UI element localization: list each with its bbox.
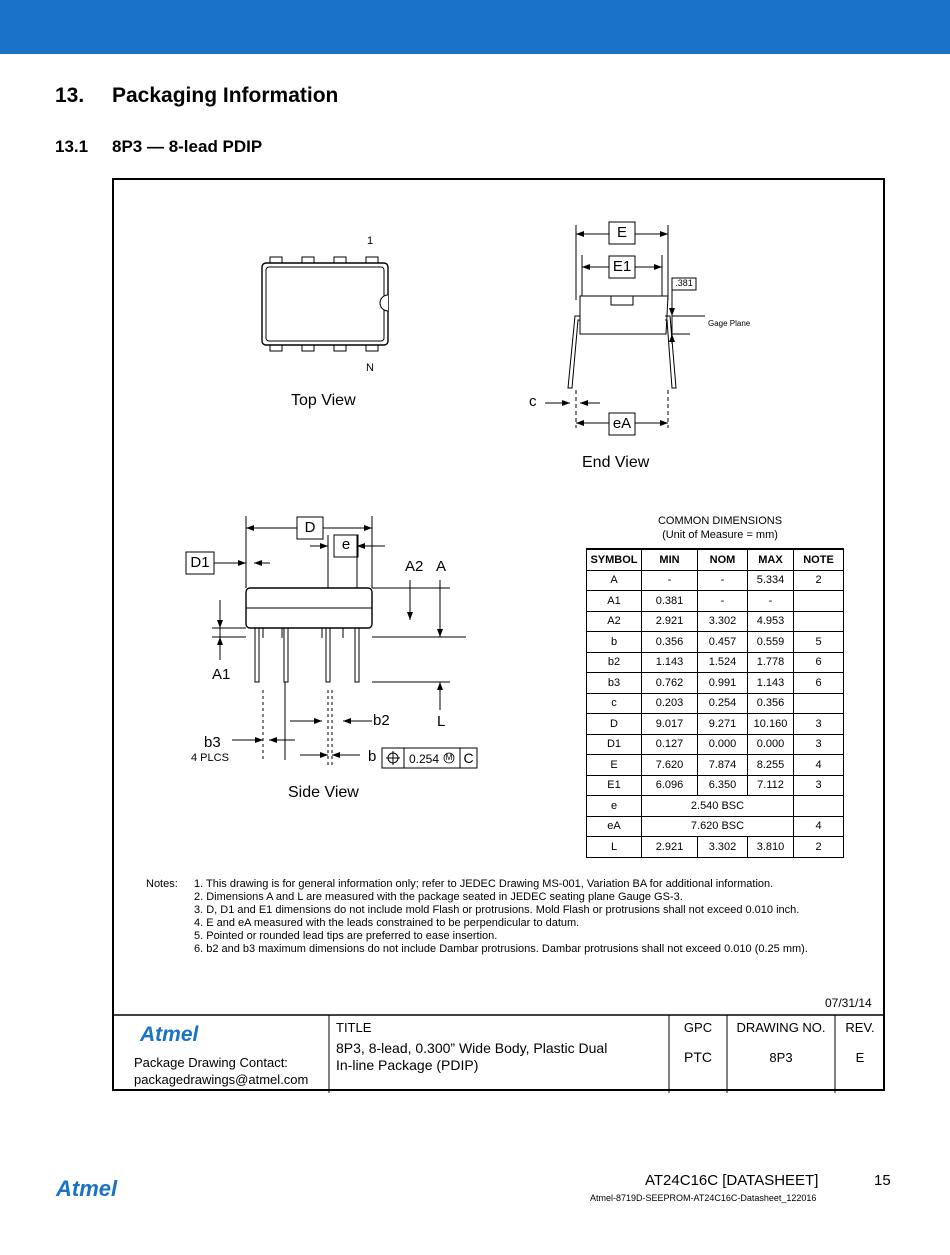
atmel-logo: Atmel <box>140 1023 199 1046</box>
label-A1: A1 <box>212 666 231 683</box>
table-cell: b2 <box>587 652 642 673</box>
gage-plane-label: Gage Plane <box>708 319 751 328</box>
header-bar <box>0 0 950 54</box>
table-row <box>587 837 844 858</box>
note-item: 3. D, D1 and E1 dimensions do not include mold Flash or protrusions. Mold Flash or protrusions shall not exceed 0.010 inch. <box>194 904 800 916</box>
notes-label: Notes: <box>146 878 178 890</box>
footer-doc-id: Atmel-8719D-SEEPROM-AT24C16C-Datasheet_122016 <box>590 1193 817 1203</box>
table-cell: 0.762 <box>642 673 698 694</box>
label-E: E <box>616 224 627 241</box>
table-cell: 5 <box>794 632 844 653</box>
table-cell: 2.921 <box>642 837 698 858</box>
table-cell <box>794 591 844 612</box>
gpc-label: GPC <box>683 1020 713 1035</box>
table-row <box>587 816 844 837</box>
label-L: L <box>437 713 446 730</box>
section-number: 13. <box>55 84 85 107</box>
table-cell: 8.255 <box>748 755 794 776</box>
table-cell: 7.874 <box>698 755 748 776</box>
page-number: 15 <box>874 1172 891 1189</box>
gpc-value: PTC <box>684 1049 712 1065</box>
table-cell: - <box>698 591 748 612</box>
table-header-cell: SYMBOL <box>587 549 642 570</box>
table-cell: 3.302 <box>698 837 748 858</box>
table-cell: 7.620 BSC <box>642 816 794 837</box>
table-cell: 3 <box>794 775 844 796</box>
table-cell: e <box>587 796 642 817</box>
table-cell: D1 <box>587 734 642 755</box>
table-cell: 4 <box>794 816 844 837</box>
table-cell: 2.921 <box>642 611 698 632</box>
table-cell: 0.381 <box>642 591 698 612</box>
title-line1: 8P3, 8-lead, 0.300” Wide Body, Plastic Dual <box>336 1040 608 1056</box>
table-cell: 6 <box>794 673 844 694</box>
table-cell: L <box>587 837 642 858</box>
note-item: 1. This drawing is for general information only; refer to JEDEC Drawing MS-001, Variation BA for additional information. <box>194 878 774 890</box>
note-item: 5. Pointed or rounded lead tips are preferred to ease insertion. <box>194 930 498 942</box>
table-row <box>587 775 844 796</box>
label-pin1: 1 <box>367 235 374 247</box>
section-title: Packaging Information <box>112 84 339 107</box>
notes-list <box>194 878 894 956</box>
table-cell: 6.096 <box>642 775 698 796</box>
table-cell: 10.160 <box>748 714 794 735</box>
label-E1: E1 <box>612 258 632 275</box>
title-block <box>112 1015 885 1093</box>
gage-value: .381 <box>675 278 693 288</box>
note-item: 6. b2 and b3 maximum dimensions do not include Dambar protrusions. Dambar protrusions shall not exceed 0.010 (0.25 mm). <box>194 943 808 955</box>
label-A2: A2 <box>405 558 424 575</box>
table-cell <box>794 611 844 632</box>
table-cell: 0.000 <box>698 734 748 755</box>
drawing-no-value: 8P3 <box>769 1050 793 1065</box>
table-cell: 1.143 <box>748 673 794 694</box>
subsection-number: 13.1 <box>55 137 89 156</box>
table-cell: 2 <box>794 570 844 591</box>
subsection-title: 8P3 — 8-lead PDIP <box>112 137 263 156</box>
table-cell: 6.350 <box>698 775 748 796</box>
label-plcs: 4 PLCS <box>191 752 229 764</box>
subsection-heading <box>55 137 262 157</box>
label-D1: D1 <box>190 554 210 571</box>
table-header-cell: NOTE <box>794 549 844 570</box>
table-row <box>587 611 844 632</box>
table-row <box>587 796 844 817</box>
datum-label: C <box>463 750 474 766</box>
table-header-cell: MAX <box>748 549 794 570</box>
label-eA: eA <box>612 415 632 432</box>
label-pinN: N <box>366 362 374 374</box>
rev-value: E <box>855 1050 865 1065</box>
tolerance-modifier: M <box>445 753 453 762</box>
table-cell: 2 <box>794 837 844 858</box>
table-row <box>587 570 844 591</box>
table-cell: 0.203 <box>642 693 698 714</box>
table-cell: 7.620 <box>642 755 698 776</box>
table-cell: A1 <box>587 591 642 612</box>
table-row <box>587 693 844 714</box>
label-e: e <box>341 536 351 553</box>
table-header-row <box>587 549 844 570</box>
label-b2: b2 <box>373 712 390 729</box>
table-cell: 0.000 <box>748 734 794 755</box>
table-cell: 4 <box>794 755 844 776</box>
table-cell: 1.524 <box>698 652 748 673</box>
rev-label: REV. <box>845 1020 875 1035</box>
table-cell: 0.356 <box>748 693 794 714</box>
table-row <box>587 755 844 776</box>
contact-label: Package Drawing Contact: <box>134 1055 288 1070</box>
table-cell: - <box>642 570 698 591</box>
footer-logo: Atmel <box>56 1176 118 1201</box>
table-cell: 3 <box>794 734 844 755</box>
table-header-cell: NOM <box>698 549 748 570</box>
label-A: A <box>436 558 447 575</box>
table-cell: 3.302 <box>698 611 748 632</box>
table-cell: 9.017 <box>642 714 698 735</box>
tolerance-value: 0.254 <box>409 752 440 766</box>
table-cell: b <box>587 632 642 653</box>
label-b3: b3 <box>204 734 221 751</box>
table-row <box>587 734 844 755</box>
dimensions-caption-line1: COMMON DIMENSIONS <box>657 515 783 527</box>
table-cell: 0.127 <box>642 734 698 755</box>
table-cell: 3.810 <box>748 837 794 858</box>
table-cell: A <box>587 570 642 591</box>
table-row <box>587 652 844 673</box>
table-cell: 7.112 <box>748 775 794 796</box>
table-cell: 0.991 <box>698 673 748 694</box>
end-view-caption: End View <box>582 454 650 471</box>
table-cell: E <box>587 755 642 776</box>
table-cell: 5.334 <box>748 570 794 591</box>
dimensions-caption-line2: (Unit of Measure = mm) <box>662 529 778 541</box>
table-cell: eA <box>587 816 642 837</box>
table-cell: 0.559 <box>748 632 794 653</box>
table-cell <box>794 796 844 817</box>
table-cell: E1 <box>587 775 642 796</box>
note-item: 2. Dimensions A and L are measured with the package seated in JEDEC seating plane Gauge GS-3. <box>194 891 683 903</box>
section-heading <box>55 84 338 108</box>
table-cell <box>794 693 844 714</box>
label-D: D <box>304 519 316 536</box>
drawing-date: 07/31/14 <box>825 996 872 1010</box>
table-row <box>587 673 844 694</box>
table-cell: - <box>748 591 794 612</box>
table-cell: 3 <box>794 714 844 735</box>
table-cell: A2 <box>587 611 642 632</box>
side-view-caption: Side View <box>288 784 359 801</box>
table-cell: D <box>587 714 642 735</box>
top-view-caption: Top View <box>291 392 356 409</box>
label-c: c <box>529 393 537 410</box>
label-b: b <box>368 748 377 765</box>
table-cell: 0.457 <box>698 632 748 653</box>
table-cell: 9.271 <box>698 714 748 735</box>
table-row <box>587 591 844 612</box>
contact-email: packagedrawings@atmel.com <box>134 1072 309 1087</box>
table-row <box>587 714 844 735</box>
table-row <box>587 632 844 653</box>
table-cell: 0.356 <box>642 632 698 653</box>
table-cell: - <box>698 570 748 591</box>
table-header-cell: MIN <box>642 549 698 570</box>
footer-doc-title: AT24C16C [DATASHEET] <box>645 1172 819 1189</box>
table-cell: 2.540 BSC <box>642 796 794 817</box>
drawing-no-label: DRAWING NO. <box>736 1020 826 1035</box>
dimensions-caption <box>600 514 840 542</box>
table-cell: b3 <box>587 673 642 694</box>
title-line2: In-line Package (PDIP) <box>336 1057 479 1073</box>
table-cell: 1.143 <box>642 652 698 673</box>
table-cell: 0.254 <box>698 693 748 714</box>
table-cell: c <box>587 693 642 714</box>
dimensions-table <box>586 548 844 858</box>
table-cell: 6 <box>794 652 844 673</box>
title-label: TITLE <box>336 1020 372 1035</box>
table-cell: 1.778 <box>748 652 794 673</box>
note-item: 4. E and eA measured with the leads constrained to be perpendicular to datum. <box>194 917 580 929</box>
table-cell: 4.953 <box>748 611 794 632</box>
